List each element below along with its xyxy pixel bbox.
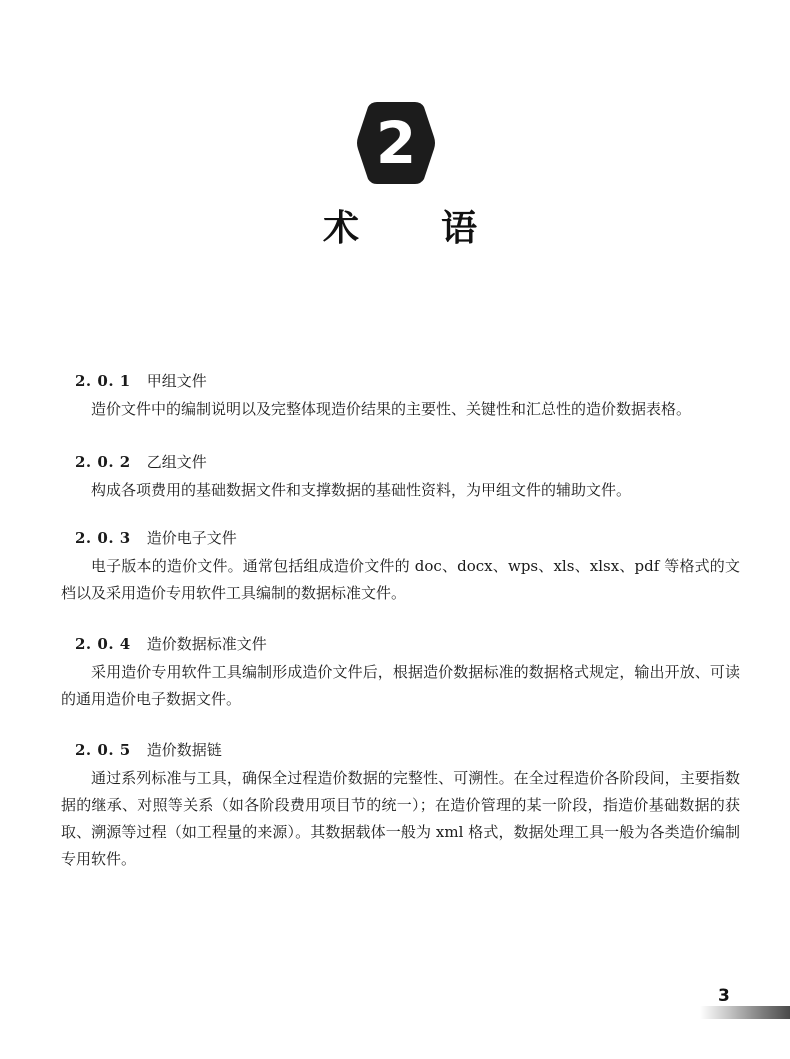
- page-number: 3: [718, 986, 730, 1006]
- term-definition: 造价文件中的编制说明以及完整体现造价结果的主要性、关键性和汇总性的造价数据表格。: [91, 400, 692, 418]
- term-number: 2. 0. 5: [75, 741, 131, 759]
- term-name: 造价数据链: [146, 741, 222, 759]
- term-heading: [60, 629, 740, 659]
- terms-section: [60, 366, 740, 873]
- term-heading: [60, 447, 740, 477]
- term-name: 造价电子文件: [146, 529, 237, 547]
- term-definition: 电子版本的造价文件。通常包括组成造价文件的 doc、docx、wps、xls、xlsx、pdf 等格式的文档以及采用造价专用软件工具编制的数据标准文件。: [61, 557, 740, 602]
- term-entry: [60, 366, 740, 423]
- term-name: 甲组文件: [146, 372, 207, 390]
- term-number: 2. 0. 3: [75, 529, 131, 547]
- chapter-title-char: 术: [323, 208, 360, 249]
- term-entry: [60, 735, 740, 873]
- term-number: 2. 0. 4: [75, 635, 131, 653]
- term-entry: [60, 523, 740, 607]
- term-heading: [60, 523, 740, 553]
- term-number: 2. 0. 1: [75, 372, 131, 390]
- term-number: 2. 0. 2: [75, 453, 131, 471]
- term-name: 乙组文件: [146, 453, 207, 471]
- chapter-title: [315, 200, 495, 248]
- chapter-title-char: 语: [441, 208, 478, 249]
- chapter-number: 2: [375, 109, 417, 177]
- chapter-badge: [355, 99, 437, 187]
- term-definition: 构成各项费用的基础数据文件和支撑数据的基础性资料，为甲组文件的辅助文件。: [91, 481, 632, 499]
- term-definition: 通过系列标准与工具，确保全过程造价数据的完整性、可溯性。在全过程造价各阶段间，主要指数据的继承、对照等关系（如各阶段费用项目节的统一）；在造价管理的某一阶段，指造价基础数据的获取、溯源等过程（如工程量的来源）。其数据载体一般为 xml 格式，数据处理工具一般为各类造价编制专用软件。: [61, 769, 740, 868]
- term-entry: [60, 447, 740, 504]
- term-heading: [60, 366, 740, 396]
- term-name: 造价数据标准文件: [146, 635, 267, 653]
- term-entry: [60, 629, 740, 713]
- term-heading: [60, 735, 740, 765]
- page-number-bar: [700, 1006, 790, 1019]
- term-definition: 采用造价专用软件工具编制形成造价文件后，根据造价数据标准的数据格式规定，输出开放、可读的通用造价电子数据文件。: [61, 663, 740, 708]
